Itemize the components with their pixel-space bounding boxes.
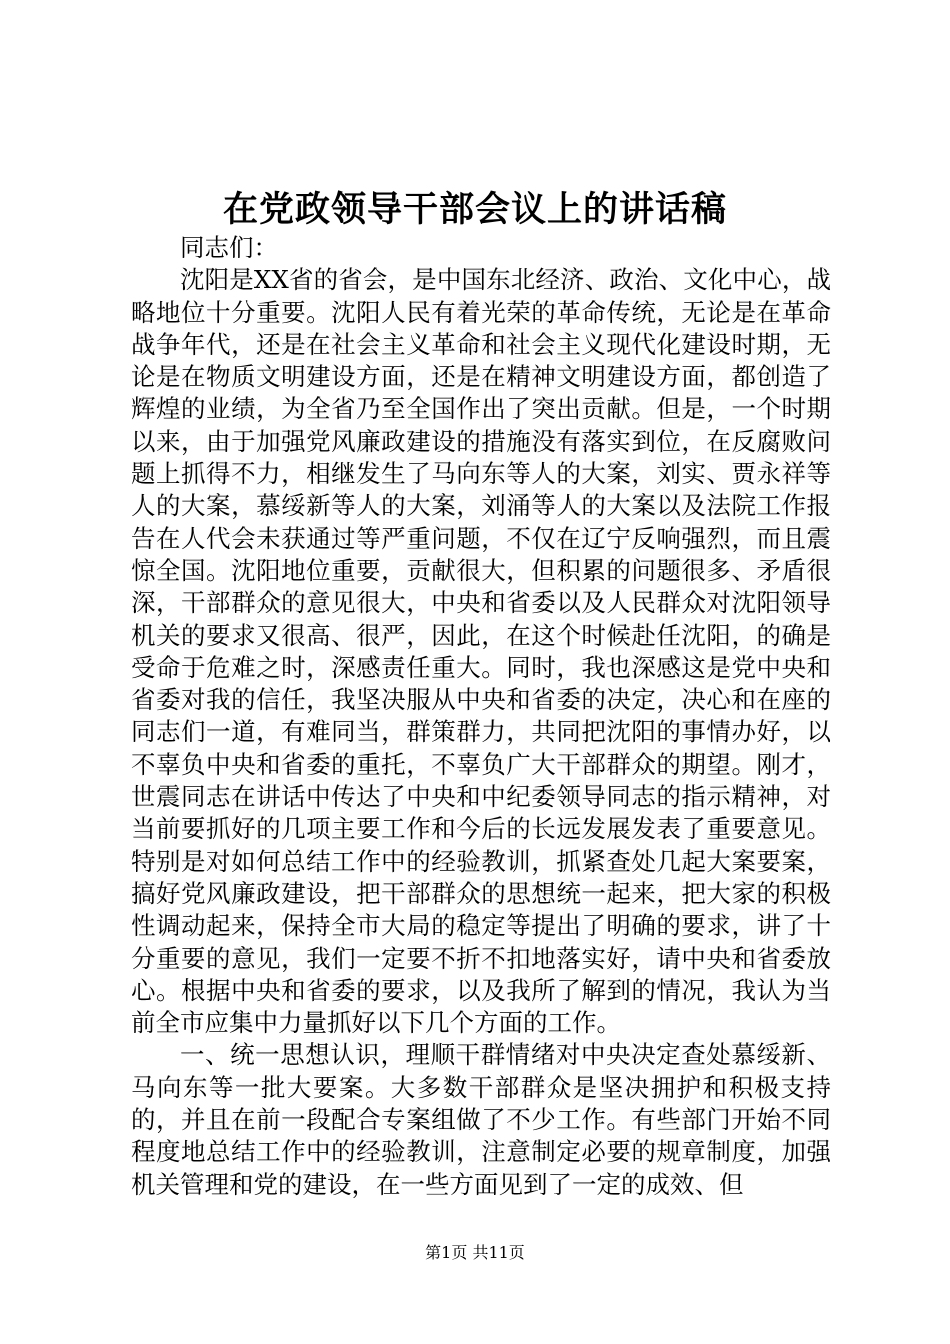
page-footer: 第1页 共11页 (425, 1243, 525, 1262)
body-paragraph-2: 一、统一思想认识，理顺干群情绪对中央决定查处慕绥新、马向东等一批大要案。大多数干部群众是坚决拥护和积极支持的，并且在前一段配合专案组做了不少工作。有些部门开始不同程度地总结工作中的经验教训，注意制定必要的规章制度，加强机关管理和党的建设，在一些方面见到了一定的成效、但 (131, 1040, 831, 1199)
document-title: 在党政领导干部会议上的讲话稿 (222, 189, 727, 230)
salutation-paragraph: 同志们： (180, 233, 278, 262)
document-body (131, 232, 831, 1201)
body-paragraph-1: 沈阳是XX省的省会，是中国东北经济、政治、文化中心，战略地位十分重要。沈阳人民有着光荣的革命传统，无论是在革命战争年代，还是在社会主义革命和社会主义现代化建设时期，无论是在物质文明建设方面，还是在精神文明建设方面，都创造了辉煌的业绩，为全省乃至全国作出了突出贡献。但是，一个时期以来，由于加强党风廉政建设的措施没有落实到位，在反腐败问题上抓得不力，相继发生了马向东等人的大案，刘实、贾永祥等人的大案，慕绥新等人的大案，刘涌等人的大案以及法院工作报告在人代会未获通过等严重问题，不仅在辽宁反响强烈，而且震惊全国。沈阳地位重要，贡献很大，但积累的问题很多、矛盾很深，干部群众的意见很大，中央和省委以及人民群众对沈阳领导机关的要求又很高、很严，因此，在这个时候赴任沈阳，的确是受命于危难之时，深感责任重大。同时，我也深感这是党中央和省委对我的信任，我坚决服从中央和省委的决定，决心和在座的同志们一道，有难同当，群策群力，共同把沈阳的事情办好，以不辜负中央和省委的重托，不辜负广大干部群众的期望。刚才，世震同志在讲话中传达了中央和中纪委领导同志的指示精神，对当前要抓好的几项主要工作和今后的长远发展发表了重要意见。特别是对如何总结工作中的经验教训，抓紧查处几起大案要案，搞好党风廉政建设，把干部群众的思想统一起来，把大家的积极性调动起来，保持全市大局的稳定等提出了明确的要求，讲了十分重要的意见，我们一定要不折不扣地落实好，请中央和省委放心。根据中央和省委的要求，以及我所了解到的情况，我认为当前全市应集中力量抓好以下几个方面的工作。 (131, 265, 831, 1038)
